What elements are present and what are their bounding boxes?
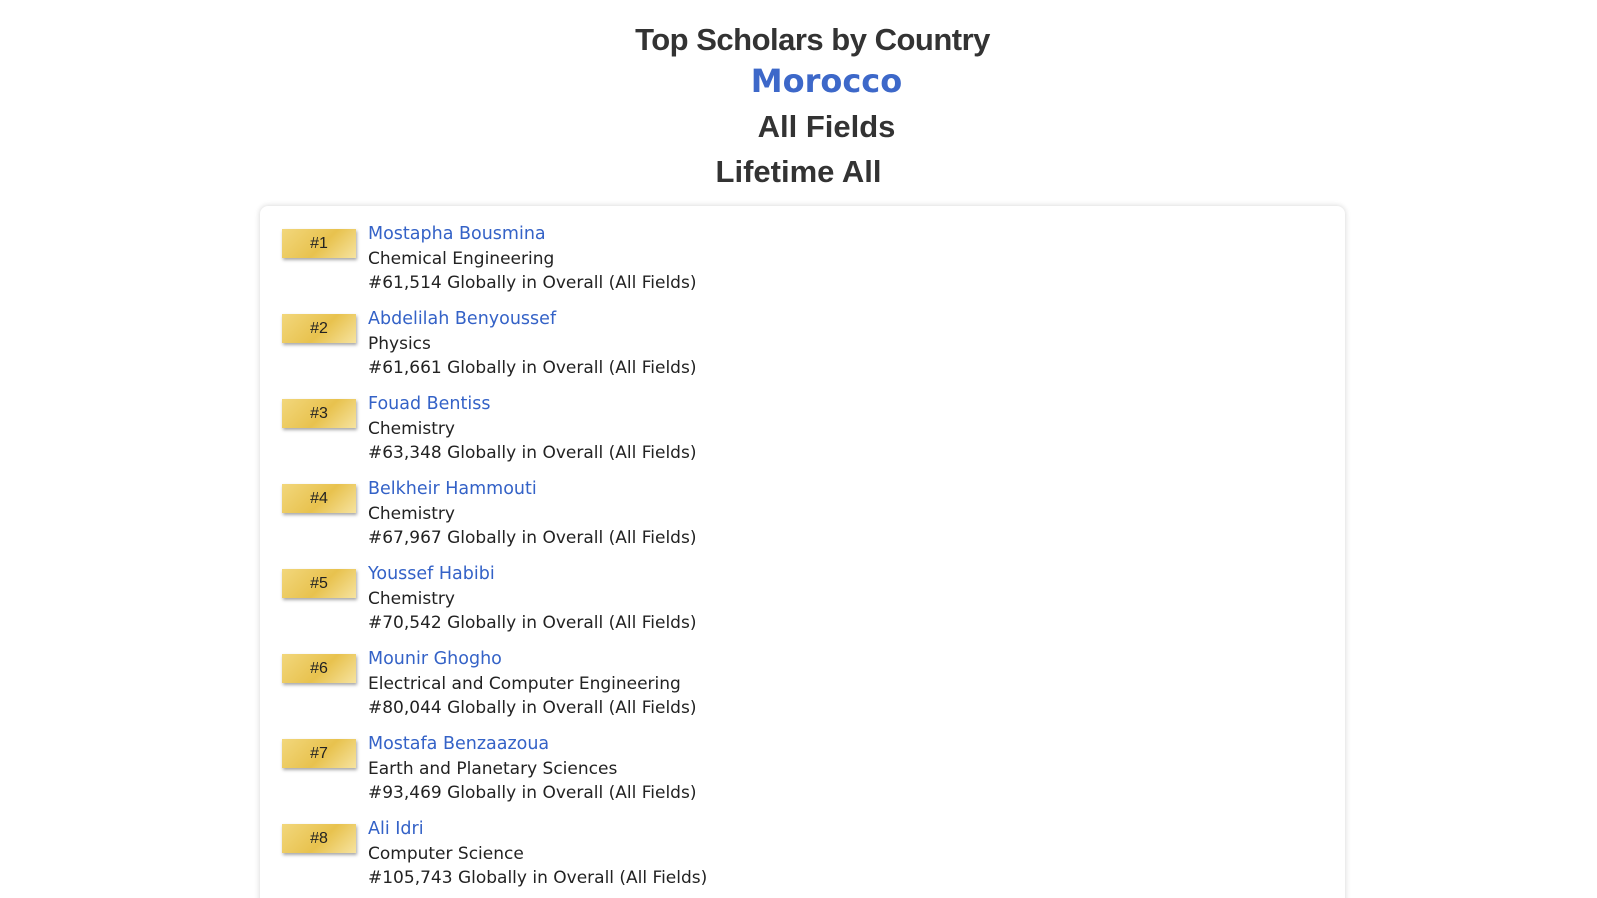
scholar-name-link[interactable]: Youssef Habibi: [368, 564, 495, 584]
period-heading: Lifetime All: [715, 154, 882, 189]
scholar-field: Chemical Engineering: [368, 248, 555, 269]
scholar-global-rank: #70,542 Globally in Overall (All Fields): [368, 613, 697, 633]
rank-badge: #3: [282, 399, 356, 428]
rank-badge: #6: [282, 654, 356, 683]
scholar-name-link[interactable]: Mostapha Bousmina: [368, 224, 546, 244]
rank-badge: #8: [282, 824, 356, 853]
scholar-name-link[interactable]: Mounir Ghogho: [368, 649, 502, 669]
scholar-global-rank: #105,743 Globally in Overall (All Fields): [368, 868, 708, 888]
field-heading: All Fields: [757, 109, 896, 144]
scholar-field: Chemistry: [368, 588, 455, 609]
scholar-global-rank: #80,044 Globally in Overall (All Fields): [368, 698, 697, 718]
scholar-global-rank: #93,469 Globally in Overall (All Fields): [368, 783, 697, 803]
rank-badge: #2: [282, 314, 356, 343]
scholar-global-rank: #61,661 Globally in Overall (All Fields): [368, 358, 697, 378]
scholar-field: Electrical and Computer Engineering: [368, 673, 681, 694]
scholar-name-link[interactable]: Belkheir Hammouti: [368, 479, 537, 499]
scholar-field: Physics: [368, 333, 431, 354]
rank-badge: #4: [282, 484, 356, 513]
scholar-field: Computer Science: [368, 843, 524, 864]
scholar-info: [368, 817, 707, 891]
rank-badge: #1: [282, 229, 356, 258]
scholar-info: [368, 222, 696, 296]
scholar-global-rank: #63,348 Globally in Overall (All Fields): [368, 443, 697, 463]
scholar-info: [368, 732, 696, 806]
scholar-global-rank: #61,514 Globally in Overall (All Fields): [368, 273, 697, 293]
scholar-name-link[interactable]: Fouad Bentiss: [368, 394, 491, 414]
rank-badge: #5: [282, 569, 356, 598]
scholar-field: Chemistry: [368, 418, 455, 439]
scholar-info: [368, 477, 696, 551]
scholar-list-card: [260, 206, 1345, 898]
rank-badge: #7: [282, 739, 356, 768]
scholar-name-link[interactable]: Mostafa Benzaazoua: [368, 734, 550, 754]
scholar-name-link[interactable]: Ali Idri: [368, 819, 424, 839]
scholar-info: [368, 307, 696, 381]
scholar-info: [368, 392, 696, 466]
scholar-info: [368, 647, 696, 721]
scholar-field: Earth and Planetary Sciences: [368, 758, 618, 779]
scholar-name-link[interactable]: Abdelilah Benyoussef: [368, 309, 557, 329]
page-title: Top Scholars by Country: [635, 22, 990, 57]
scholar-field: Chemistry: [368, 503, 455, 524]
scholar-info: [368, 562, 696, 636]
scholar-global-rank: #67,967 Globally in Overall (All Fields): [368, 528, 697, 548]
country-link[interactable]: Morocco: [750, 62, 903, 100]
